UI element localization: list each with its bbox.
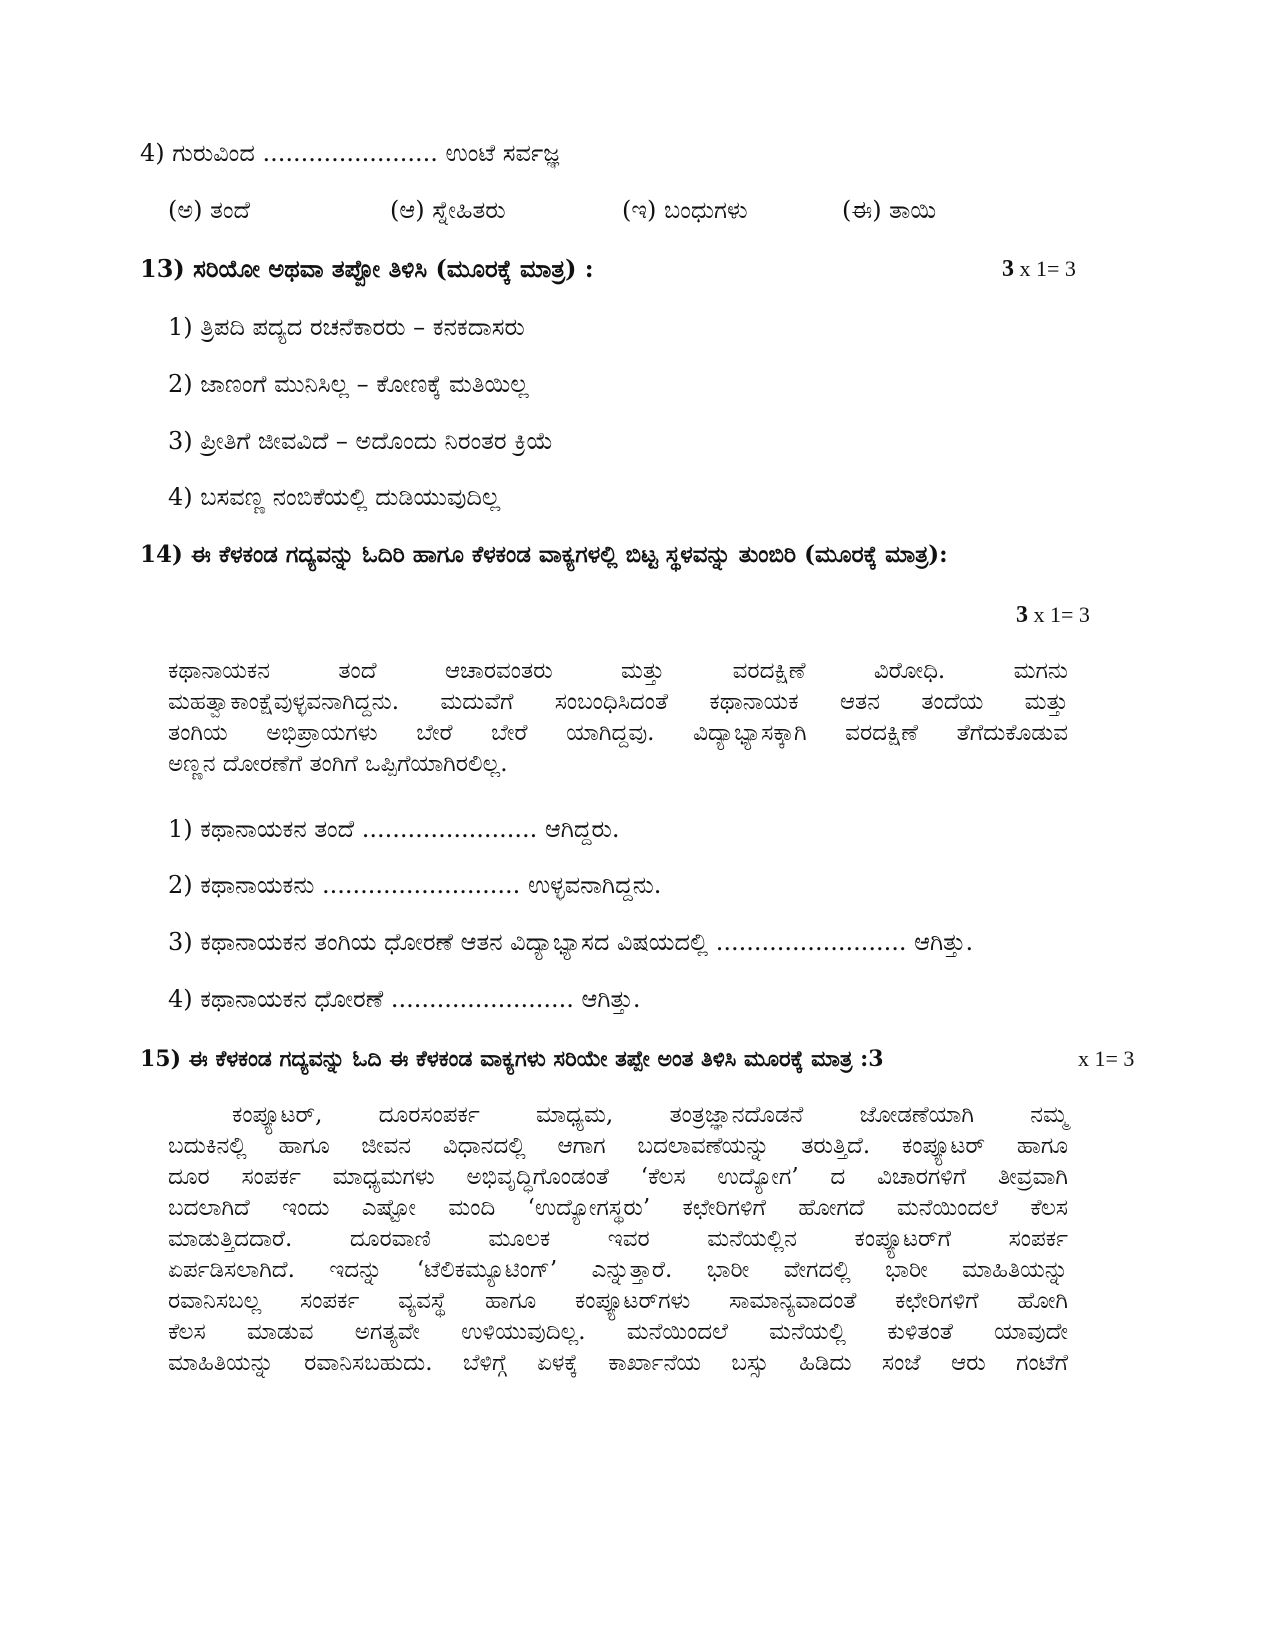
q13-item-4: 4) ಬಸವಣ್ಣ ನಂಬಿಕೆಯಲ್ಲಿ ದುಡಿಯುವುದಿಲ್ಲ bbox=[168, 483, 501, 511]
q15-passage-line: ಕೆಲಸ ಮಾಡುವ ಅಗತ್ಯವೇ ಉಳಿಯುವುದಿಲ್ಲ. ಮನೆಯಿಂದಲೆ ಮನೆಯಲ್ಲಿ ಕುಳಿತಂತೆ ಯಾವುದೇ bbox=[168, 1319, 1068, 1345]
q13-item-1: 1) ತ್ರಿಪದಿ ಪದ್ಯದ ರಚನೆಕಾರರು – ಕನಕದಾಸರು bbox=[168, 313, 525, 341]
q15-passage-line: ದೂರ ಸಂಪರ್ಕ ಮಾಧ್ಯಮಗಳು ಅಭಿವೃದ್ಧಿಗೊಂಡಂತೆ ‘ಕೆಲಸ ಉದ್ಯೋಗ’ ದ ವಿಚಾರಗಳಿಗೆ ತೀವ್ರವಾಗಿ bbox=[168, 1164, 1068, 1190]
q13-item-3: 3) ಪ್ರೀತಿಗೆ ಜೀವವಿದೆ – ಅದೊಂದು ನಿರಂತರ ಕ್ರಿಯೆ bbox=[168, 427, 554, 455]
q13-marks-formula: x 1= 3 bbox=[1019, 256, 1076, 281]
q14-heading: 14) ಈ ಕೆಳಕಂಡ ಗದ್ಯವನ್ನು ಓದಿರಿ ಹಾಗೂ ಕೆಳಕಂಡ ವಾಕ್ಯಗಳಲ್ಲಿ ಬಿಟ್ಟ ಸ್ಥಳವನ್ನು ತುಂಬಿರಿ (ಮೂರಕ್ಕೆ ಮಾತ್ರ): bbox=[140, 541, 948, 568]
q14-marks-count: 3 bbox=[1016, 602, 1028, 628]
q15-passage-line: ಬದಲಾಗಿದೆ ಇಂದು ಎಷ್ಟೋ ಮಂದಿ ‘ಉದ್ಯೋಗಸ್ಥರು’ ಕಛೇರಿಗಳಿಗೆ ಹೋಗದೆ ಮನೆಯಿಂದಲೆ ಕೆಲಸ bbox=[168, 1195, 1068, 1221]
q14-item-2: 2) ಕಥಾನಾಯಕನು .......................... ಉಳ್ಳವನಾಗಿದ್ದನು. bbox=[168, 871, 662, 899]
q15-passage-line: ಕಂಪ್ಯೂಟರ್, ದೂರಸಂಪರ್ಕ ಮಾಧ್ಯಮ, ತಂತ್ರಜ್ಞಾನದೊಡನೆ ಜೋಡಣೆಯಾಗಿ ನಮ್ಮ bbox=[232, 1102, 1068, 1128]
q13-marks bbox=[1002, 254, 1076, 284]
q15-passage bbox=[168, 1100, 1068, 1379]
q13-heading: 13) ಸರಿಯೋ ಅಥವಾ ತಪ್ಪೋ ತಿಳಿಸಿ (ಮೂರಕ್ಕೆ ಮಾತ್ರ) : bbox=[140, 254, 594, 283]
q12-option-a: (ಅ) ತಂದೆ bbox=[168, 196, 250, 224]
q14-marks-formula: x 1= 3 bbox=[1033, 602, 1090, 627]
q14-passage-line: ಮಹತ್ವಾಕಾಂಕ್ಷೆವುಳ್ಳವನಾಗಿದ್ದನು. ಮದುವೆಗೆ ಸಂಬಂಧಿಸಿದಂತೆ ಕಥಾನಾಯಕ ಆತನ ತಂದೆಯ ಮತ್ತು bbox=[168, 689, 1068, 715]
q15-passage-line: ಮಾಡುತ್ತಿದದಾರೆ. ದೂರವಾಣಿ ಮೂಲಕ ಇವರ ಮನೆಯಲ್ಲಿನ ಕಂಪ್ಯೂಟರ್‌ಗೆ ಸಂಪರ್ಕ bbox=[168, 1226, 1068, 1252]
q15-marks: x 1= 3 bbox=[1078, 1046, 1135, 1071]
q15-passage-line: ಮಾಹಿತಿಯನ್ನು ರವಾನಿಸಬಹುದು. ಬೆಳಿಗ್ಗೆ ಏಳಕ್ಕೆ ಕಾರ್ಖಾನೆಯ ಬಸ್ಸು ಹಿಡಿದು ಸಂಜೆ ಆರು ಗಂಟೆಗೆ bbox=[168, 1350, 1068, 1376]
q13-item-2: 2) ಜಾಣಂಗೆ ಮುನಿಸಿಲ್ಲ – ಕೋಣಕ್ಕೆ ಮತಿಯಿಲ್ಲ bbox=[168, 370, 529, 398]
q14-item-1: 1) ಕಥಾನಾಯಕನ ತಂದೆ ....................... ಆಗಿದ್ದರು. bbox=[168, 815, 620, 843]
q14-item-4: 4) ಕಥಾನಾಯಕನ ಧೋರಣೆ ........................ ಆಗಿತ್ತು. bbox=[168, 985, 641, 1013]
q15-passage-line: ರವಾನಿಸಬಲ್ಲ ಸಂಪರ್ಕ ವ್ಯವಸ್ಥೆ ಹಾಗೂ ಕಂಪ್ಯೂಟರ್‌ಗಳು ಸಾಮಾನ್ಯವಾದಂತೆ ಕಛೇರಿಗಳಿಗೆ ಹೋಗಿ bbox=[168, 1288, 1068, 1314]
q12-option-d: (ಈ) ತಾಯಿ bbox=[842, 196, 937, 224]
q14-passage bbox=[168, 656, 1068, 780]
q15-passage-line: ಬದುಕಿನಲ್ಲಿ ಹಾಗೂ ಜೀವನ ವಿಧಾನದಲ್ಲಿ ಆಗಾಗ ಬದಲಾವಣೆಯನ್ನು ತರುತ್ತಿದೆ. ಕಂಪ್ಯೂಟರ್ ಹಾಗೂ bbox=[168, 1133, 1068, 1159]
q14-passage-line: ಕಥಾನಾಯಕನ ತಂದೆ ಆಚಾರವಂತರು ಮತ್ತು ವರದಕ್ಷಿಣೆ ವಿರೋಧಿ. ಮಗನು bbox=[168, 658, 1068, 684]
q15-heading: 15) ಈ ಕೆಳಕಂಡ ಗದ್ಯವನ್ನು ಓದಿ ಈ ಕೆಳಕಂಡ ವಾಕ್ಯಗಳು ಸರಿಯೇ ತಪ್ಪೇ ಅಂತ ತಿಳಿಸಿ ಮೂರಕ್ಕೆ ಮಾತ್ರ :3 bbox=[140, 1046, 884, 1072]
q12-item-4: 4) ಗುರುವಿಂದ ....................... ಉಂಟೆ ಸರ್ವಜ್ಞ bbox=[140, 139, 560, 167]
q12-option-b: (ಆ) ಸ್ನೇಹಿತರು bbox=[390, 196, 506, 224]
q14-passage-line: ತಂಗಿಯ ಅಭಿಪ್ರಾಯಗಳು ಬೇರೆ ಬೇರೆ ಯಾಗಿದ್ದವು. ವಿದ್ಯಾಭ್ಯಾಸಕ್ಕಾಗಿ ವರದಕ್ಷಿಣೆ ತೆಗೆದುಕೊಡುವ bbox=[168, 720, 1068, 746]
q12-option-c: (ಇ) ಬಂಧುಗಳು bbox=[622, 196, 748, 224]
q13-marks-count: 3 bbox=[1002, 256, 1014, 282]
q14-item-3: 3) ಕಥಾನಾಯಕನ ತಂಗಿಯ ಧೋರಣೆ ಆತನ ವಿದ್ಯಾಭ್ಯಾಸದ ವಿಷಯದಲ್ಲಿ ......................... ಆಗಿತ್ತು. bbox=[168, 928, 974, 956]
q14-marks bbox=[1016, 600, 1090, 630]
q15-passage-line: ಏರ್ಪಡಿಸಲಾಗಿದೆ. ಇದನ್ನು ‘ಟೆಲಿಕಮ್ಯೂಟಿಂಗ್’ ಎನ್ನುತ್ತಾರೆ. ಭಾರೀ ವೇಗದಲ್ಲಿ ಭಾರೀ ಮಾಹಿತಿಯನ್ನು bbox=[168, 1257, 1068, 1283]
q14-passage-line: ಅಣ್ಣನ ದೋರಣೆಗೆ ತಂಗಿಗೆ ಒಪ್ಪಿಗೆಯಾಗಿರಲಿಲ್ಲ. bbox=[168, 751, 508, 777]
